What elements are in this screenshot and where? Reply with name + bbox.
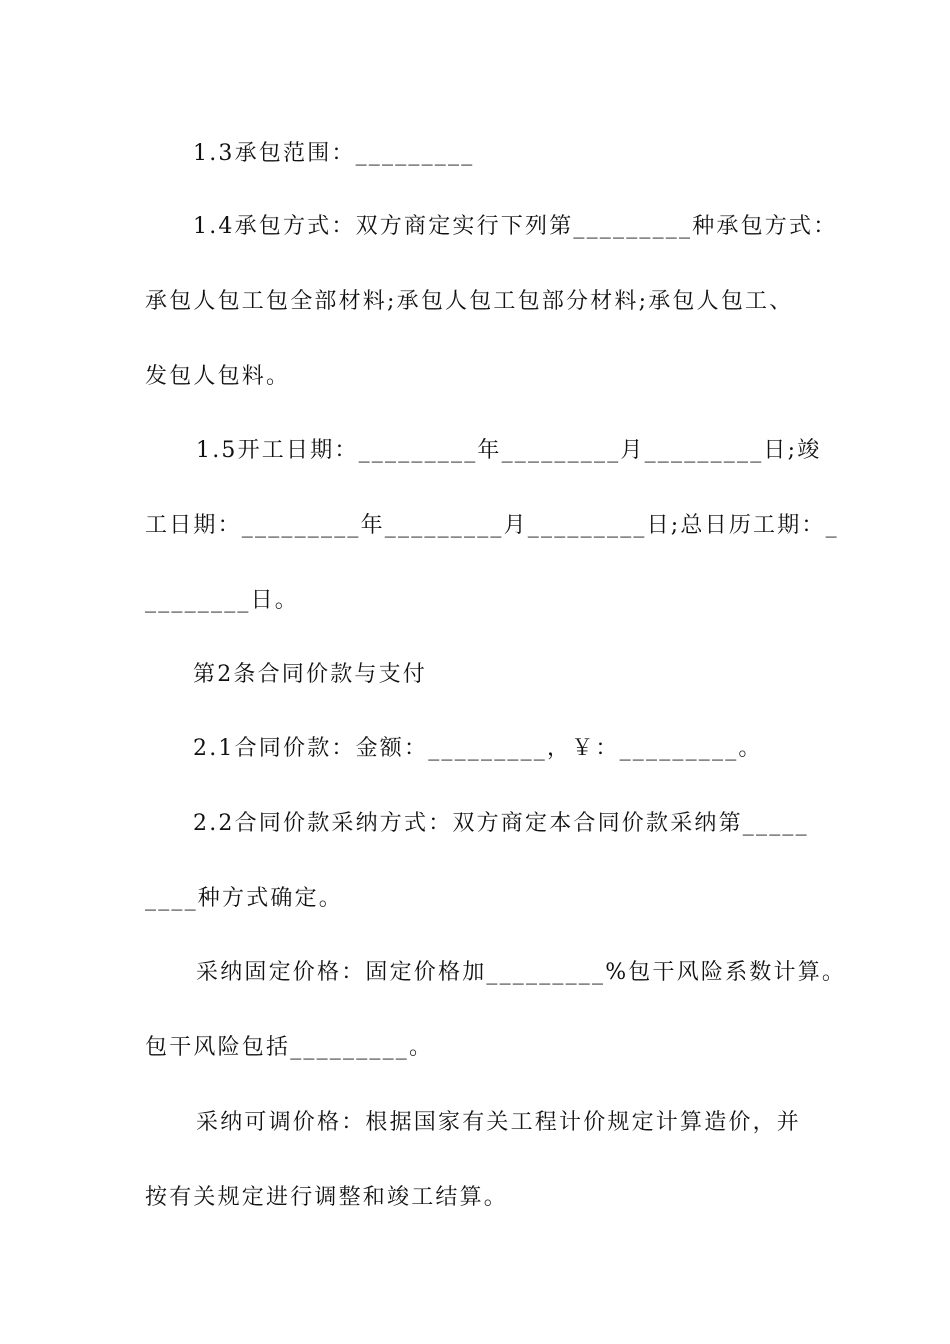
clause-1-5-total-days: ________日。 (145, 588, 300, 613)
fixed-price-risk-line: 包干风险包括_________。 (145, 1035, 434, 1060)
clause-1-4-options: 承包人包工包全部材料;承包人包工包部分材料;承包人包工、 (145, 289, 794, 314)
adjustable-price-line-end: 按有关规定进行调整和竣工结算。 (145, 1185, 509, 1210)
adjustable-price-line: 采纳可调价格：根据国家有关工程计价规定计算造价，并 (196, 1110, 802, 1135)
clause-2-2-method-end: ____种方式确定。 (145, 886, 344, 911)
clause-1-5-start-date: 1.5开工日期：_________年_________月_________日;竣 (196, 438, 822, 463)
clause-1-5-completion-date: 工日期：_________年_________月_________日;总日历工期：_ (145, 513, 839, 538)
clause-1-4-method: 1.4承包方式：双方商定实行下列第_________种承包方式： (193, 214, 838, 239)
clause-2-1-price: 2.1合同价款：金额：_________，￥：_________。 (193, 736, 763, 761)
article-2-heading: 第2条合同价款与支付 (193, 662, 427, 687)
clause-1-4-options-end: 发包人包料。 (145, 364, 291, 389)
fixed-price-line: 采纳固定价格：固定价格加_________%包干风险系数计算。 (196, 960, 847, 985)
clause-1-3-scope: 1.3承包范围：_________ (193, 141, 475, 166)
clause-2-2-method: 2.2合同价款采纳方式：双方商定本合同价款采纳第_____ (193, 811, 809, 836)
